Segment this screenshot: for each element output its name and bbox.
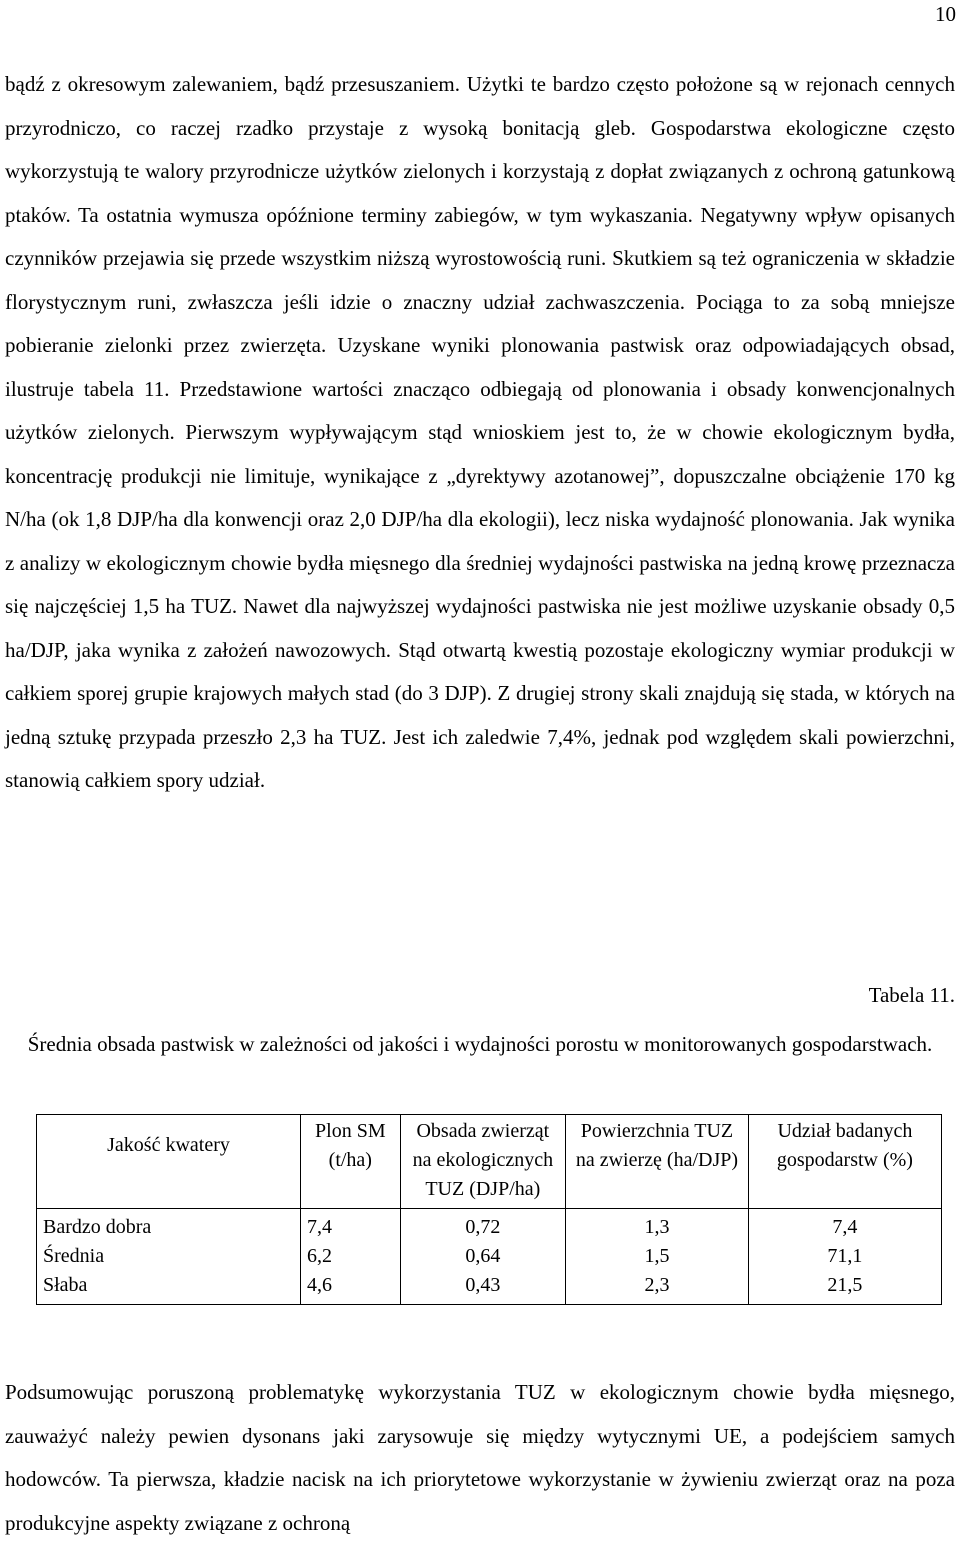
table-body-row xyxy=(37,1209,942,1305)
body-paragraph: bądź z okresowym zalewaniem, bądź przesuszaniem. Użytki te bardzo często położone są w rejonach cennych przyrodniczo, co raczej rzadko przystaje z wysoką bonitacją gleb. Gospodarstwa ekologiczne często wykorzystują te walory przyrodnicze użytków zielonych i korzystają z dopłat związanych z ochroną gatunkową ptaków. Ta ostatnia wymusza opóźnione terminy zabiegów, w tym wykaszania. Negatywny wpływ opisanych czynników przejawia się przede wszystkim niższą wyrostowością runi. Skutkiem są też ograniczenia w składzie florystycznym runi, zwłaszcza jeśli idzie o znaczny udział zachwaszczenia. Pociąga to za sobą mniejsze pobieranie zielonki przez zwierzęta. Uzyskane wyniki plonowania pastwisk oraz odpowiadających obsad, ilustruje tabela 11. Przedstawione wartości znacząco odbiegają od plonowania i obsady konwencjonalnych użytków zielonych. Pierwszym wypływającym stąd wnioskiem jest to, że w chowie ekologicznym bydła, koncentrację produkcji nie limituje, wynikające z „dyrektywy azotanowej”, dopuszczalne obciążenie 170 kg N/ha (ok 1,8 DJP/ha dla konwencji oraz 2,0 DJP/ha dla ekologii), lecz niska wydajność plonowania. Jak wynika z analizy w ekologicznym chowie bydła mięsnego dla średniej wydajności pastwiska na jedną krowę przeznacza się najczęściej 1,5 ha TUZ. Nawet dla najwyższej wydajności pastwiska nie jest możliwe uzyskanie obsady 0,5 ha/DJP, jaka wynika z założeń nawozowych. Stąd otwartą kwestią pozostaje ekologiczny wymiar produkcji w całkiem sporej grupie krajowych małych stad (do 3 DJP). Z drugiej strony skali znajdują się stada, w których na jedną sztukę przypada przeszło 2,3 ha TUZ. Jest ich zaledwie 7,4%, jednak pod względem skali powierzchni, stanowią całkiem spory udział. xyxy=(5,72,955,792)
stocking-value: 0,43 xyxy=(465,1274,501,1296)
area-value: 1,5 xyxy=(644,1245,670,1267)
table-header-row xyxy=(37,1115,942,1209)
header-yield: Plon SM (t/ha) xyxy=(301,1115,401,1209)
share-value: 71,1 xyxy=(827,1245,863,1267)
yield-value: 7,4 xyxy=(307,1216,332,1238)
quality-value: Średnia xyxy=(43,1245,105,1267)
stocking-value: 0,72 xyxy=(465,1216,501,1238)
share-value: 7,4 xyxy=(832,1216,858,1238)
area-value: 1,3 xyxy=(644,1216,670,1238)
area-cell xyxy=(566,1209,749,1305)
yield-value: 6,2 xyxy=(307,1245,332,1267)
yield-value: 4,6 xyxy=(307,1274,332,1296)
stocking-cell xyxy=(400,1209,565,1305)
stocking-value: 0,64 xyxy=(465,1245,501,1267)
stocking-table xyxy=(36,1114,942,1305)
yield-cell xyxy=(301,1209,401,1305)
body-paragraph: Podsumowując poruszoną problematykę wykorzystania TUZ w ekologicznym chowie bydła mięsnego, zauważyć należy pewien dysonans jaki zarysowuje się między wytycznymi UE, a podejściem samych hodowców. Ta pierwsza, kładzie nacisk na ich priorytetowe wykorzystanie w żywieniu zwierząt oraz na poza produkcyjne aspekty związane z ochroną xyxy=(5,1380,955,1535)
table-number: Tabela 11. xyxy=(868,983,955,1007)
header-quality: Jakość kwatery xyxy=(37,1115,301,1209)
share-value: 21,5 xyxy=(827,1274,863,1296)
quality-value: Słaba xyxy=(43,1274,88,1296)
header-area: Powierzchnia TUZ na zwierzę (ha/DJP) xyxy=(566,1115,749,1209)
header-stocking: Obsada zwierząt na ekologicznych TUZ (DJP/ha) xyxy=(400,1115,565,1209)
page-number: 10 xyxy=(935,2,956,26)
quality-cell xyxy=(37,1209,301,1305)
quality-value: Bardzo dobra xyxy=(43,1216,152,1238)
area-value: 2,3 xyxy=(644,1274,670,1296)
table-caption: Średnia obsada pastwisk w zależności od jakości i wydajności porostu w monitorowanych gospodarstwach. xyxy=(27,1032,933,1056)
header-share: Udział badanych gospodarstw (%) xyxy=(748,1115,941,1209)
share-cell xyxy=(748,1209,941,1305)
